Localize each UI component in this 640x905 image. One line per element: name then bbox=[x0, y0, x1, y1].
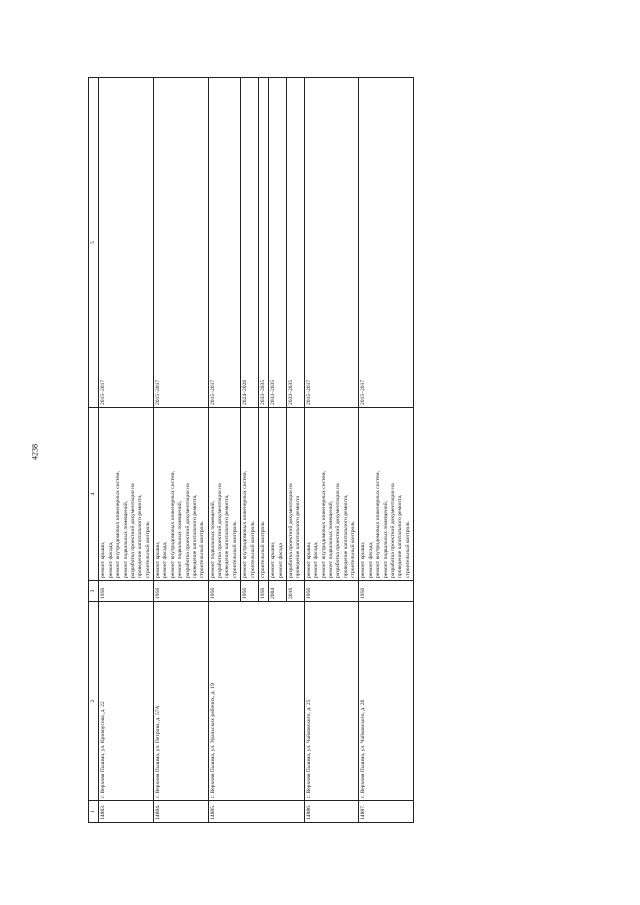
work-line: ремонт фасада bbox=[277, 543, 284, 578]
table-body bbox=[99, 78, 414, 823]
repair-program-table bbox=[88, 77, 414, 823]
year-cell: 1956 bbox=[99, 581, 154, 602]
table-row bbox=[304, 78, 359, 823]
work-line: разработка проектной документации на bbox=[288, 483, 294, 578]
work-line: ремонт крыши, bbox=[270, 541, 277, 578]
header-col-4: 4 bbox=[89, 408, 99, 581]
period-cell: 2024–2026 bbox=[241, 78, 259, 408]
works-cell bbox=[304, 408, 359, 581]
work-line: разработка проектной документации на bbox=[389, 483, 396, 578]
table-header-row bbox=[89, 78, 99, 823]
work-line: разработка проектной документации на bbox=[129, 483, 136, 578]
works-cell bbox=[287, 408, 305, 581]
work-line: проведение капитального ремонта, bbox=[191, 494, 198, 578]
works-cell bbox=[269, 408, 287, 581]
work-line: ремонт фасада, bbox=[107, 541, 114, 578]
works-cell bbox=[154, 408, 209, 581]
work-line: разработка проектной документации на bbox=[217, 483, 223, 578]
work-line: строительный контроль bbox=[350, 521, 356, 578]
works-cell bbox=[258, 408, 268, 581]
work-line: ремонт фасада, bbox=[313, 541, 320, 578]
header-col-3: 3 bbox=[89, 581, 99, 602]
works-cell bbox=[99, 408, 154, 581]
row-number: 14886. bbox=[304, 801, 359, 823]
year-cell: 2016 bbox=[287, 581, 305, 602]
period-cell: 2015–2017 bbox=[154, 78, 209, 408]
row-number: 14887. bbox=[359, 801, 414, 823]
address-cell: г. Верхняя Пышма, ул. Кривоусова, д. 22 bbox=[99, 602, 154, 801]
work-line: строительный контроль bbox=[199, 521, 206, 578]
work-line: ремонт внутридомовых инженерных систем, bbox=[242, 471, 249, 578]
row-number: 14885. bbox=[208, 801, 304, 823]
year-cell: 2004 bbox=[269, 581, 287, 602]
header-col-2: 2 bbox=[89, 602, 99, 801]
period-cell: 2033–2035 bbox=[269, 78, 287, 408]
year-cell: 1956 bbox=[304, 581, 359, 602]
header-col-1: 1 bbox=[89, 801, 99, 823]
address-cell: г. Верхняя Пышма, ул. Уральских рабочих, д. 19 bbox=[208, 602, 304, 801]
work-line: проведение капитального ремонта, bbox=[137, 494, 144, 578]
work-line: строительный контроль bbox=[249, 521, 256, 578]
work-line: строительный контроль bbox=[404, 521, 411, 578]
work-line: ремонт внутридомовых инженерных систем, bbox=[115, 471, 122, 578]
table-row bbox=[99, 78, 154, 823]
work-line: ремонт внутридомовых инженерных систем, bbox=[169, 471, 176, 578]
work-line: ремонт фасада, bbox=[162, 541, 169, 578]
row-number: 14883. bbox=[99, 801, 154, 823]
work-line: ремонт подвальных помещений, bbox=[382, 500, 389, 578]
work-line: проведение капитального ремонта, bbox=[224, 494, 231, 578]
work-line: ремонт подвальных помещений, bbox=[177, 500, 184, 578]
work-line: ремонт крыши, bbox=[100, 541, 107, 578]
period-cell: 2033–2035 bbox=[287, 78, 305, 408]
work-line: ремонт внутридомовых инженерных систем, bbox=[320, 471, 327, 578]
rotated-table-frame bbox=[88, 78, 602, 823]
address-cell: г. Верхняя Пышма, ул. Чайковского, д. 25 bbox=[304, 602, 359, 801]
table-row bbox=[154, 78, 209, 823]
work-line: ремонт подвальных помещений, bbox=[209, 500, 216, 578]
period-cell: 2015–2017 bbox=[99, 78, 154, 408]
period-cell: 2015–2017 bbox=[208, 78, 241, 408]
work-line: ремонт внутридомовых инженерных систем, bbox=[375, 471, 382, 578]
works-cell bbox=[359, 408, 414, 581]
table-row bbox=[208, 78, 241, 823]
period-cell: 2015–2017 bbox=[304, 78, 359, 408]
work-line: проведение капитального ремонта, bbox=[342, 494, 349, 578]
work-line: разработка проектной документации на bbox=[184, 483, 191, 578]
year-cell: 1956 bbox=[359, 581, 414, 602]
address-cell: г. Верхняя Пышма, ул. Чайковского, д. 26 bbox=[359, 602, 414, 801]
period-cell: 2033–2035 bbox=[258, 78, 268, 408]
address-cell: г. Верхняя Пышма, ул. Петрова, д. 57А bbox=[154, 602, 209, 801]
work-line: ремонт крыши, bbox=[155, 541, 161, 578]
page-number-text: 4238 bbox=[30, 444, 40, 460]
work-line: строительный контроль bbox=[231, 521, 238, 578]
work-line: ремонт крыши, bbox=[305, 541, 312, 578]
work-line: проведение капитального ремонта, bbox=[397, 494, 404, 578]
work-line: строительный контроль bbox=[144, 521, 151, 578]
work-line: ремонт крыши, bbox=[360, 541, 367, 578]
work-line: проведение капитального ремонта bbox=[295, 496, 302, 578]
year-cell: 1956 bbox=[208, 581, 241, 602]
works-cell bbox=[241, 408, 259, 581]
period-cell: 2015–2017 bbox=[359, 78, 414, 408]
work-line: ремонт подвальных помещений, bbox=[122, 500, 129, 578]
row-number: 14884. bbox=[154, 801, 209, 823]
work-line: ремонт подвальных помещений, bbox=[327, 500, 334, 578]
work-line: строительный контроль bbox=[259, 521, 266, 578]
year-cell: 1956 bbox=[154, 581, 209, 602]
header-col-5: 5 bbox=[89, 78, 99, 408]
work-line: ремонт фасада, bbox=[367, 541, 374, 578]
year-cell: 1956 bbox=[241, 581, 259, 602]
work-line: разработка проектной документации на bbox=[335, 483, 342, 578]
works-cell bbox=[208, 408, 241, 581]
year-cell: 1956 bbox=[258, 581, 268, 602]
table-row bbox=[359, 78, 414, 823]
